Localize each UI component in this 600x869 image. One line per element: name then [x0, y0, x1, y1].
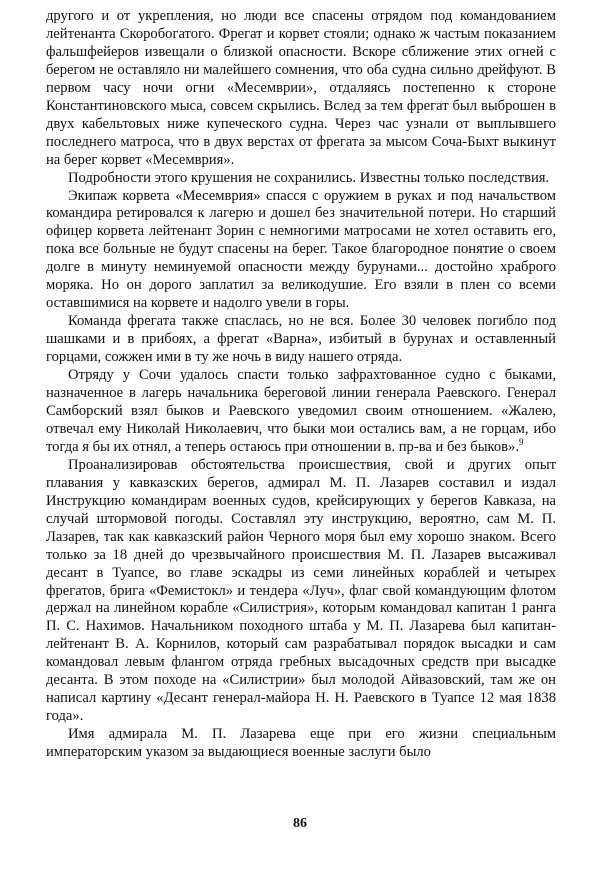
paragraph-5-text: Отряду у Сочи удалось спасти только зафрахтованное судно с быками, назначенное в лагерь начальника береговой линии генерала Раевского. Генерал Самборский взял быков и Раевского уведомил своим отношением. «Жалею, отвечал ему Николай Николаевич, что быки мои остались вам, а не горцам, ибо тогда я бы их отнял, а теперь остаюсь при отношении в. пр-ва и без быков».: [46, 367, 556, 455]
paragraph-6: Проанализировав обстоятельства происшествия, свой и других опыт плавания у кавказских берегов, адмирал М. П. Лазарев составил и издал Инструкцию командирам военных судов, крейсирующих у берегов Кавказа, на случай штормовой погоды. Составлял эту инструкцию, вероятно, сам М. П. Лазарев, так как кавказский район Черного моря был ему хорошо знаком. Всего только за 18 дней до чрезвычайного происшествия М. П. Лазарев высаживал десант в Туапсе, во главе эскадры из семи линейных кораблей и четырех фрегатов, брига «Фемистокл» и тендера «Луч», флаг свой командующим флотом держал на линейном корабле «Силистрия», которым командовал капитан 1 ранга П. С. Нахимов. Начальником походного штаба у М. П. Лазарева был капитан-лейтенант В. А. Корнилов, который сам разрабатывал порядок высадки и сам командовал левым флангом отряда гребных высадочных средств при высадке десанта. В этом походе на «Силистрии» был молодой Айвазовский, там же он написал картину «Десант генерал-майора Н. Н. Раевского в Туапсе 12 мая 1838 года».: [46, 456, 556, 725]
paragraph-7: Имя адмирала М. П. Лазарева еще при его жизни специальным императорским указом за выдающиеся военные заслуги было: [46, 726, 556, 761]
paragraph-4: Команда фрегата также спаслась, но не вся. Более 30 человек погибло под шашками и в прибоях, а фрегат «Варна», избитый в бурунах и оставленный горцами, сожжен ими в ту же ночь в виду нашего отряда.: [46, 313, 556, 366]
page-number: 86: [293, 816, 307, 831]
paragraph-5: [46, 367, 556, 457]
footnote-reference: 9: [519, 437, 524, 448]
paragraph-2: Подробности этого крушения не сохранились. Известны только последствия.: [68, 169, 550, 186]
body-text: [46, 8, 556, 762]
paragraph-1: другого и от укрепления, но люди все спасены отрядом под командованием лейтенанта Скоробогатого. Фрегат и корвет стояли; однако ж частым показанием фальшфейеров извещали о близкой опасности. Вскоре сближение этих огней с берегом не оставляло ни малейшего сомнения, что оба судна сильно дрейфуют. В первом часу ночи огни «Месемврии», отдаляясь постепенно к стороне Константиновского мыса, совсем скрылись. Вслед за тем фрегат был выброшен в двух кабельтовых ниже купеческого судна. Через час узнали от выплывшего последнего матроса, что в двух верстах от фрегата за мысом Соча-Быхт выкинут на берег корвет «Месемврия».: [46, 8, 556, 168]
paragraph-3: Экипаж корвета «Месемврия» спасся с оружием в руках и под начальством командира ретировался к лагерю и дошел без значительной потери. Но старший офицер корвета лейтенант Зорин с немногими матросами не хотел оставить его, пока все больные не будут спасены на берег. Такое благородное понятие о своем долге в минуту неминуемой опасности между бурунами... достойно храброго моряка. Но он дорого заплатил за великодушие. Его взяли в плен со всеми оставшимися на корвете и надолго увели в горы.: [46, 187, 556, 312]
